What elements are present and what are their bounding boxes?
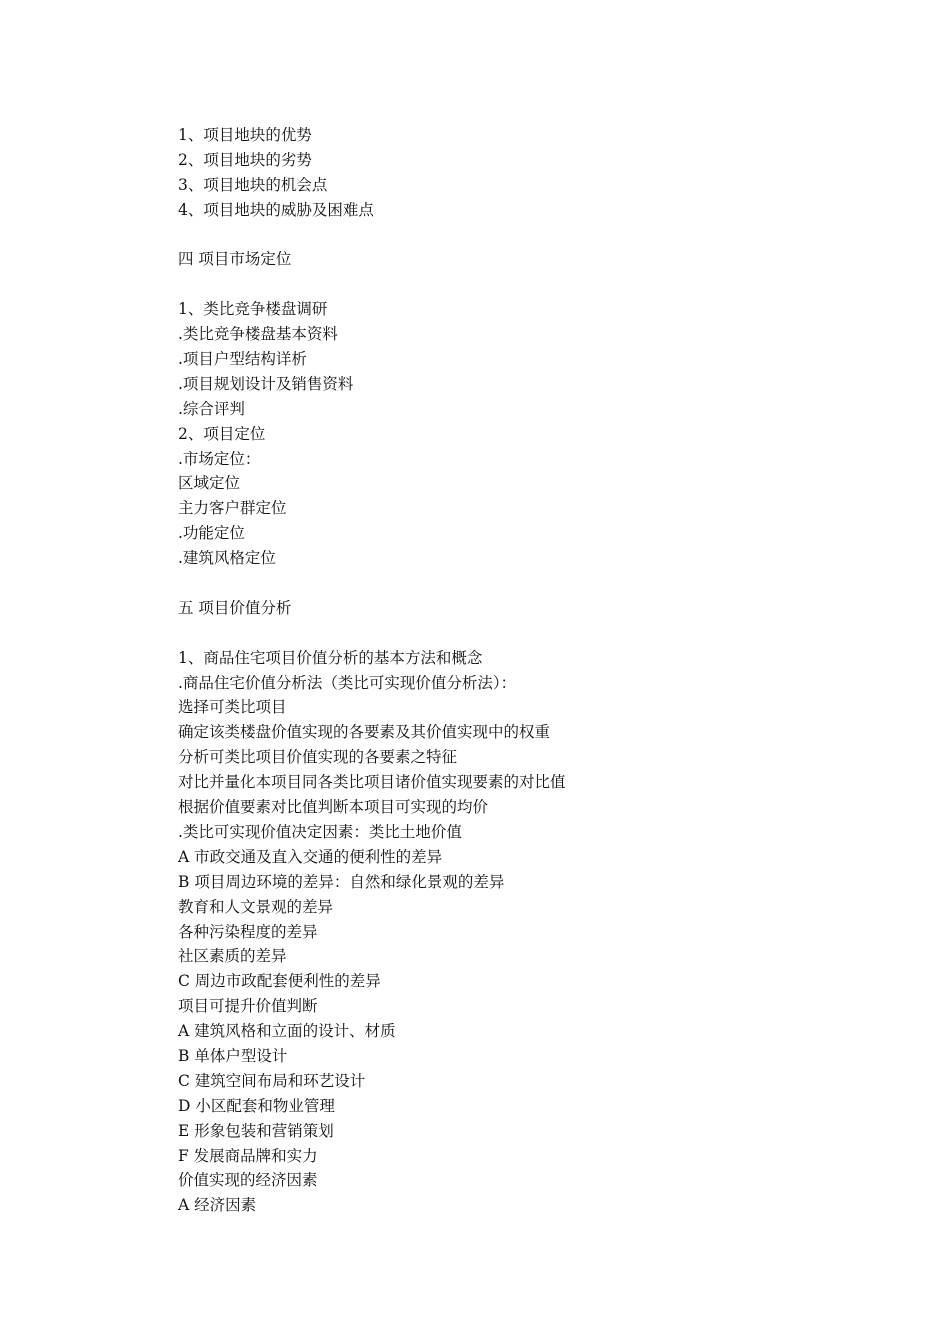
- text-line: A 市政交通及直入交通的便利性的差异: [178, 847, 443, 866]
- text-line: 2、项目地块的劣势: [178, 150, 312, 169]
- text-line: 2、项目定位: [178, 424, 266, 443]
- text-line: C 建筑空间布局和环艺设计: [178, 1071, 366, 1090]
- text-line: 教育和人文景观的差异: [178, 897, 334, 916]
- text-line: .综合评判: [178, 399, 245, 418]
- text-line: 各种污染程度的差异: [178, 922, 318, 941]
- text-line: .建筑风格定位: [178, 549, 276, 568]
- text-line: .功能定位: [178, 524, 245, 543]
- text-line: .市场定位：: [178, 449, 261, 468]
- section-heading: 四 项目市场定位: [178, 250, 292, 269]
- text-line: .项目规划设计及销售资料: [178, 374, 354, 393]
- text-line: D 小区配套和物业管理: [178, 1096, 335, 1115]
- text-line: 1、商品住宅项目价值分析的基本方法和概念: [178, 648, 483, 667]
- text-line: .类比可实现价值决定因素：类比土地价值: [178, 822, 462, 841]
- document-body: [178, 123, 878, 1218]
- text-line: 4、项目地块的威胁及困难点: [178, 200, 374, 219]
- text-line: 价值实现的经济因素: [178, 1171, 318, 1190]
- text-line: 分析可类比项目价值实现的各要素之特征: [178, 748, 458, 767]
- text-line: 项目可提升价值判断: [178, 997, 318, 1016]
- text-line: 1、类比竞争楼盘调研: [178, 300, 328, 319]
- text-line: C 周边市政配套便利性的差异: [178, 972, 381, 991]
- blank-line: [178, 621, 878, 646]
- text-line: A 建筑风格和立面的设计、材质: [178, 1022, 396, 1041]
- text-line: 选择可类比项目: [178, 698, 287, 717]
- text-line: A 经济因素: [178, 1196, 257, 1215]
- text-line: 3、项目地块的机会点: [178, 175, 328, 194]
- text-line: .类比竞争楼盘基本资料: [178, 325, 338, 344]
- text-line: B 项目周边环境的差异：自然和绿化景观的差异: [178, 872, 505, 891]
- text-line: 根据价值要素对比值判断本项目可实现的均价: [178, 798, 489, 817]
- text-line: 1、项目地块的优势: [178, 126, 312, 144]
- blank-line: [178, 223, 878, 248]
- text-line: .商品住宅价值分析法（类比可实现价值分析法）：: [178, 673, 517, 692]
- text-line: 确定该类楼盘价值实现的各要素及其价值实现中的权重: [178, 723, 551, 742]
- text-line: 对比并量化本项目同各类比项目诸价值实现要素的对比值: [178, 773, 566, 792]
- blank-line: [178, 272, 878, 297]
- text-line: B 单体户型设计: [178, 1046, 288, 1065]
- text-line: 区域定位: [178, 474, 241, 493]
- text-line: F 发展商品牌和实力: [178, 1146, 318, 1165]
- text-line: E 形象包装和营销策划: [178, 1121, 334, 1140]
- section-heading: 五 项目价值分析: [178, 598, 292, 617]
- text-line: 社区素质的差异: [178, 947, 287, 966]
- blank-line: [178, 571, 878, 596]
- text-line: 主力客户群定位: [178, 499, 287, 518]
- text-line: .项目户型结构详析: [178, 350, 307, 369]
